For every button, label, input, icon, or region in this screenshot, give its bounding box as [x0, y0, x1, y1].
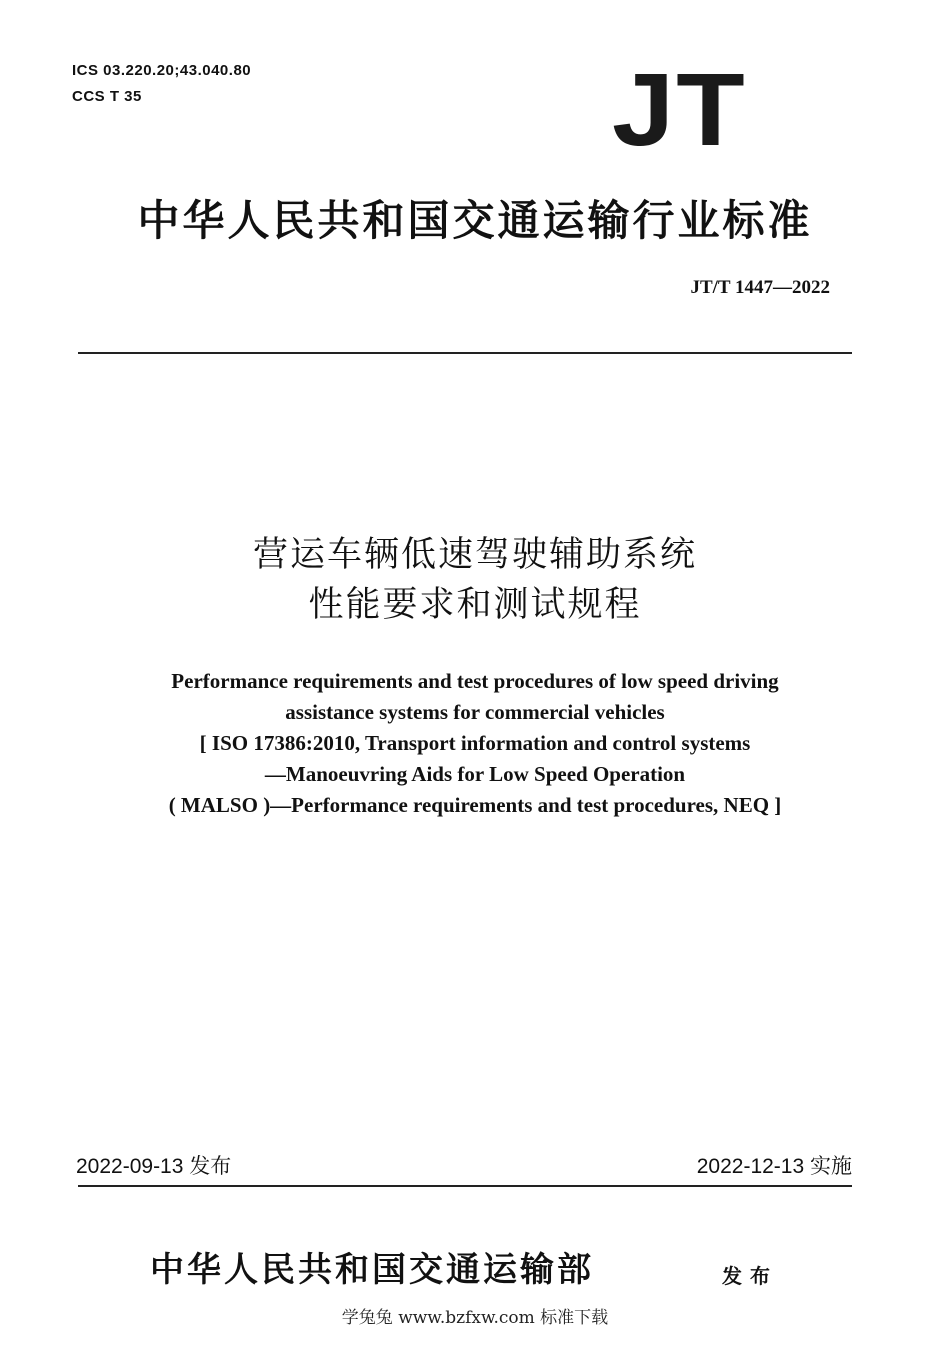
english-title-line-2: assistance systems for commercial vehicles — [285, 700, 665, 724]
org-title: 中华人民共和国交通运输行业标准 — [137, 196, 813, 245]
chinese-title — [0, 530, 950, 630]
english-title — [0, 666, 950, 821]
english-title-line-5: ( MALSO )—Performance requirements and test procedures, NEQ ] — [168, 793, 782, 817]
english-title-line-3: [ ISO 17386:2010, Transport information and control systems — [199, 731, 751, 755]
english-title-line-1: Performance requirements and test procedures of low speed driving — [171, 669, 779, 693]
effective-date: 2022-12-13 实施 — [696, 1155, 852, 1178]
top-divider — [78, 352, 852, 354]
watermark-text: 学兔兔 www.bzfxw.com 标准下载 — [341, 1308, 609, 1328]
chinese-title-line-2: 性能要求和测试规程 — [308, 585, 642, 625]
classification-codes — [72, 58, 251, 110]
bottom-divider — [78, 1185, 852, 1187]
publisher-name: 中华人民共和国交通运输部 — [150, 1250, 594, 1290]
standard-number: JT/T 1447—2022 — [690, 277, 830, 298]
english-title-line-4: —Manoeuvring Aids for Low Speed Operation — [264, 762, 686, 786]
release-date: 2022-09-13 发布 — [76, 1155, 232, 1178]
jt-logo: JT — [612, 52, 747, 168]
chinese-title-line-1: 营运车辆低速驾驶辅助系统 — [252, 535, 697, 575]
ccs-code: CCS T 35 — [72, 88, 142, 105]
ics-code: ICS 03.220.20;43.040.80 — [72, 62, 252, 79]
publish-label: 发布 — [722, 1264, 778, 1288]
